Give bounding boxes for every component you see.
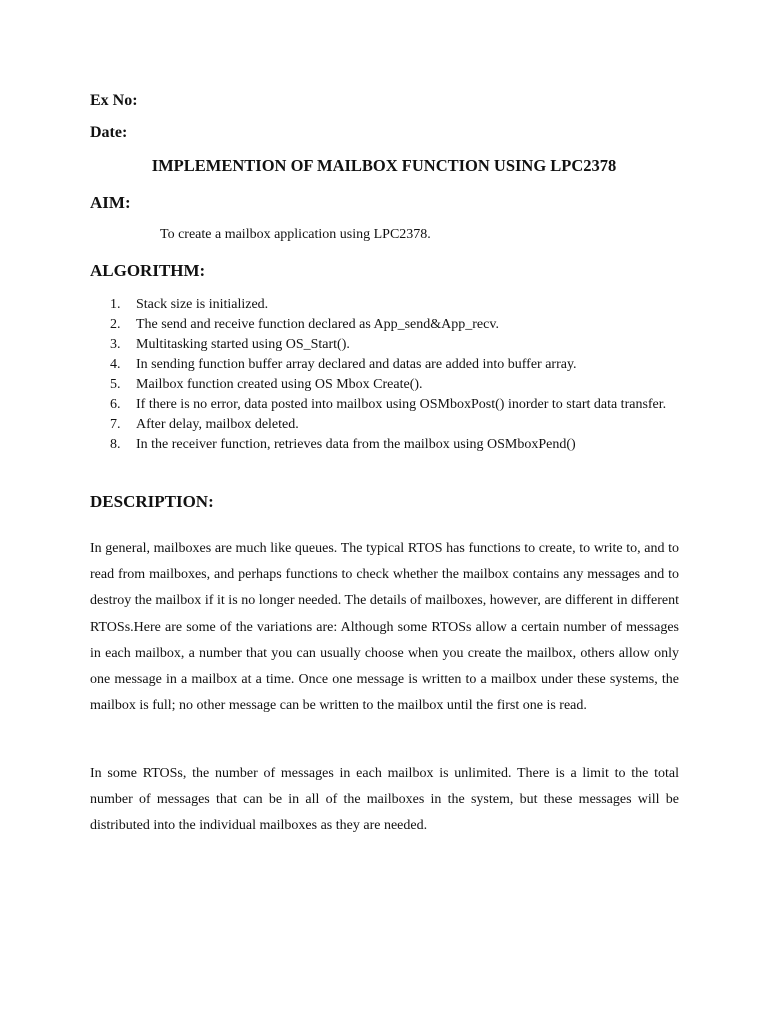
aim-heading: AIM: [90,193,131,212]
aim-text: To create a mailbox application using LPC2378. [160,227,431,242]
step-number: 5. [110,377,121,392]
description-heading: DESCRIPTION: [90,492,214,511]
step-number: 2. [110,317,121,332]
algorithm-step [110,335,670,355]
step-text: The send and receive function declared as App_send&App_recv. [136,317,499,332]
description-paragraph: In general, mailboxes are much like queues. The typical RTOS has functions to create, to write to, and to read from mailboxes, and perhaps functions to check whether the mailbox contains any messages and to destroy the mailbox if it is no longer needed. The details of mailboxes, however, are different in different RTOSs.Here are some of the variations are: Although some RTOSs allow a certain number of messages in each mailbox, a number that you can usually choose when you create the mailbox, others allow only one message in a mailbox at a time. Once one message is written to a mailbox under these systems, the mailbox is full; no other message can be written to the mailbox until the first one is read. [90,541,679,714]
date-label: Date: [90,124,128,141]
algorithm-step [110,315,670,335]
algorithm-list [110,295,670,455]
algorithm-step [110,295,670,315]
step-number: 8. [110,437,121,452]
step-number: 1. [110,297,121,312]
step-text: Mailbox function created using OS Mbox Create(). [136,377,423,392]
step-number: 7. [110,417,121,432]
algorithm-heading: ALGORITHM: [90,261,206,280]
step-text: In sending function buffer array declared and datas are added into buffer array. [136,357,577,372]
step-text: Stack size is initialized. [136,297,269,312]
document-title: IMPLEMENTION OF MAILBOX FUNCTION USING LPC2378 [151,156,617,175]
algorithm-step [110,435,670,455]
step-text: After delay, mailbox deleted. [136,417,299,432]
step-text: In the receiver function, retrieves data from the mailbox using OSMboxPend() [136,437,576,452]
description-paragraph: In some RTOSs, the number of messages in each mailbox is unlimited. There is a limit to the total number of messages that can be in all of the mailboxes in the system, but these messages will be distributed into the individual mailboxes as they are needed. [90,766,679,834]
step-text: If there is no error, data posted into mailbox using OSMboxPost() inorder to start data transfer. [136,397,667,412]
step-number: 6. [110,397,121,412]
algorithm-step [110,355,670,375]
step-text: Multitasking started using OS_Start(). [136,337,350,352]
step-number: 4. [110,357,121,372]
algorithm-step [110,395,670,415]
ex-no-label: Ex No: [90,92,138,109]
algorithm-step [110,375,670,395]
algorithm-step [110,415,670,435]
step-number: 3. [110,337,121,352]
